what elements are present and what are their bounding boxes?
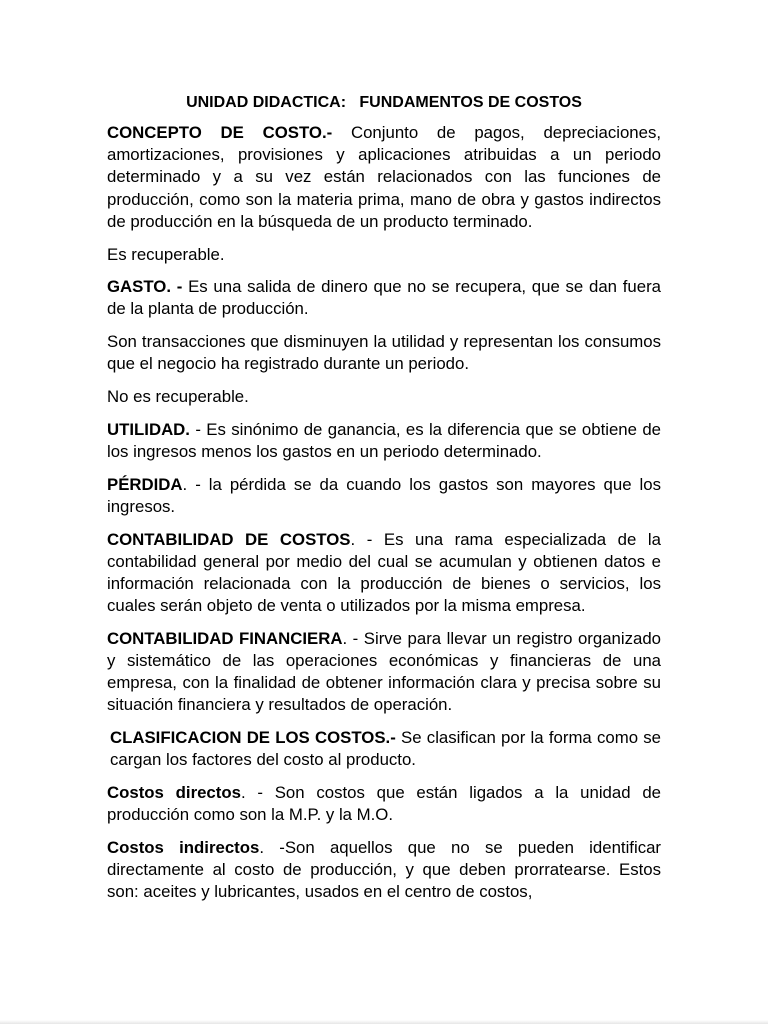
document-title: UNIDAD DIDACTICA: FUNDAMENTOS DE COSTOS bbox=[186, 94, 582, 111]
paragraph-concepto-de-costo bbox=[107, 122, 661, 233]
paragraph-clasificacion-de-los-costos bbox=[107, 727, 661, 771]
paragraph-contabilidad-financiera bbox=[107, 628, 661, 717]
paragraph-text: Son transacciones que disminuyen la utilidad y representan los consumos que el negocio ha registrado durante un periodo. bbox=[107, 332, 661, 374]
paragraph-text: . -Son aquellos que no se pueden identificar directamente al costo de producción, y que deben prorratearse. Estos son: aceites y lubricantes, usados en el centro de costos, bbox=[107, 837, 662, 902]
paragraph-text: - Es sinónimo de ganancia, es la diferencia que se obtiene de los ingresos menos los gastos en un periodo determinado. bbox=[107, 419, 661, 461]
page-bottom-edge bbox=[0, 1020, 768, 1024]
paragraph-perdida bbox=[107, 474, 661, 518]
paragraph-no-es-recuperable bbox=[107, 386, 661, 408]
term-label: CONCEPTO DE COSTO.- bbox=[107, 123, 333, 142]
paragraph-es-recuperable bbox=[107, 244, 661, 266]
term-label: GASTO. - bbox=[107, 277, 183, 297]
paragraph-text: Conjunto de pagos, depreciaciones, amortizaciones, provisiones y aplicaciones atribuidas a un periodo determinado y a su vez están relacionados con las funciones de producción, como son la materia prima, mano de obra y gastos indirectos de producción en la búsqueda de un producto terminado. bbox=[107, 123, 661, 231]
paragraph-costos-indirectos bbox=[107, 837, 661, 904]
paragraph-text: Es recuperable. bbox=[107, 244, 225, 264]
term-label: UTILIDAD. bbox=[107, 419, 190, 439]
term-label: Costos directos bbox=[107, 783, 241, 803]
paragraph-text: . - Son costos que están ligados a la unidad de producción como son la M.P. y la M.O. bbox=[107, 783, 661, 825]
term-label: CLASIFICACION DE LOS COSTOS.- bbox=[110, 728, 396, 748]
paragraph-gasto bbox=[107, 276, 661, 320]
paragraph-utilidad bbox=[107, 419, 661, 463]
term-label: Costos indirectos bbox=[107, 837, 260, 857]
paragraph-text: . - Sirve para llevar un registro organizado y sistemático de las operaciones económicas y financieras de una empresa, con la finalidad de obtener información clara y precisa sobre su situación financiera y resultados de operación. bbox=[107, 628, 661, 715]
term-label: PÉRDIDA bbox=[107, 474, 183, 494]
term-label: CONTABILIDAD FINANCIERA bbox=[107, 628, 343, 648]
paragraph-text: No es recuperable. bbox=[107, 387, 249, 407]
paragraph-text: . - la pérdida se da cuando los gastos son mayores que los ingresos. bbox=[107, 474, 661, 516]
term-label: CONTABILIDAD DE COSTOS bbox=[107, 529, 351, 549]
paragraph-transacciones bbox=[107, 331, 661, 375]
paragraph-costos-directos bbox=[107, 782, 661, 826]
paragraph-contabilidad-de-costos bbox=[107, 529, 661, 618]
paragraph-text: Se clasifican por la forma como se cargan los factores del costo al producto. bbox=[110, 728, 661, 770]
paragraph-text: . - Es una rama especializada de la contabilidad general por medio del cual se acumulan y obtienen datos e información relacionada con la producción de bienes o servicios, los cuales serán objeto de venta o utilizados por la misma empresa. bbox=[107, 529, 661, 616]
paragraph-text: Es una salida de dinero que no se recupera, que se dan fuera de la planta de producción. bbox=[107, 277, 661, 319]
